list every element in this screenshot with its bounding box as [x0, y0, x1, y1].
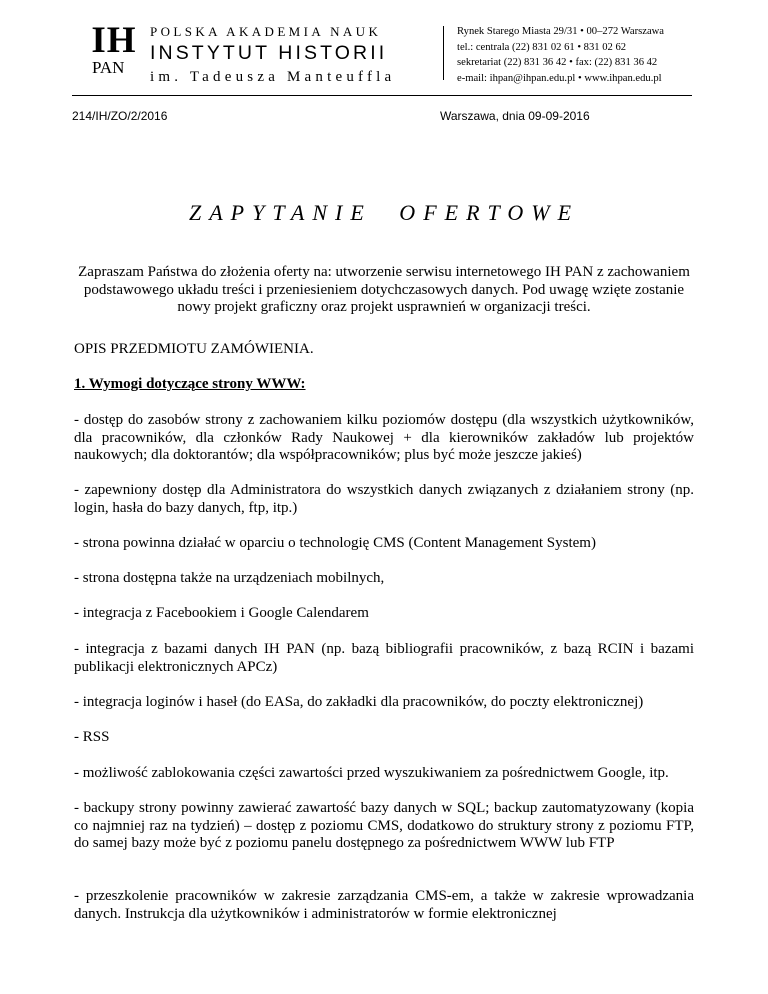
- section-title: OPIS PRZEDMIOTU ZAMÓWIENIA.: [74, 341, 314, 357]
- contact-phone: tel.: centrala (22) 831 02 61 • 831 02 62: [457, 41, 627, 53]
- academy-name: POLSKA AKADEMIA NAUK: [150, 24, 382, 39]
- institute-patron: im. Tadeusza Manteuffla: [150, 69, 396, 85]
- place-date: Warszawa, dnia 09-09-2016: [440, 109, 590, 123]
- requirement-item: - możliwość zablokowania części zawartości przed wyszukiwaniem za pośrednictwem Google, itp.: [74, 765, 669, 781]
- requirement-item: - przeszkolenie pracowników w zakresie zarządzania CMS-em, a także w zakresie wprowadzania danych. Instrukcja dla użytkowników i administratorów w formie elektronicznej: [74, 888, 694, 922]
- institute-name: INSTYTUT HISTORII: [150, 42, 388, 64]
- requirement-item: - strona powinna działać w oparciu o technologię CMS (Content Management System): [74, 535, 596, 551]
- requirement-item: - dostęp do zasobów strony z zachowaniem kilku poziomów dostępu (dla wszystkich użytkowników, dla pracowników, dla członków Rady Naukowej + dla kierowników zakładów lub projektów naukowych; dla doktorantów; dla współpracowników; plus być może jeszcze jakieś): [74, 412, 694, 463]
- header-rule: [72, 95, 692, 96]
- logo-pan-text: PAN: [92, 58, 125, 77]
- contact-block: [457, 24, 664, 86]
- requirement-item: - RSS: [74, 729, 110, 745]
- requirement-item: - strona dostępna także na urządzeniach mobilnych,: [74, 570, 385, 586]
- logo-ih-text: IH: [91, 20, 137, 61]
- contact-address: Rynek Starego Miasta 29/31 • 00–272 Warszawa: [457, 26, 665, 37]
- reference-number: 214/IH/ZO/2/2016: [72, 109, 168, 123]
- subsection-title: 1. Wymogi dotyczące strony WWW:: [74, 376, 306, 392]
- requirement-item: - integracja z Facebookiem i Google Calendarem: [74, 605, 369, 621]
- institute-logo: [88, 22, 140, 76]
- requirement-item: - zapewniony dostęp dla Administratora do wszystkich danych związanych z działaniem strony (np. login, hasła do bazy danych, ftp, itp.): [74, 482, 694, 516]
- requirement-item: - backupy strony powinny zawierać zawartość bazy danych w SQL; backup zautomatyzowany (kopia co najmniej raz na tydzień) – dostęp z poziomu CMS, dodatkowo do struktury strony z poziomu FTP, do samej bazy może być z poziomu panelu dostępnego za pośrednictwem WWW lub FTP: [74, 800, 694, 851]
- requirement-item: - integracja z bazami danych IH PAN (np. bazą bibliografii pracowników, z bazą RCIN i bazami publikacji elektronicznych APCz): [74, 641, 694, 675]
- requirement-item: - integracja loginów i haseł (do EASa, do zakładki dla pracowników, do poczty elektronicznej): [74, 694, 644, 710]
- document-title: ZAPYTANIE OFERTOWE: [188, 200, 580, 225]
- intro-paragraph: Zapraszam Państwa do złożenia oferty na: utworzenie serwisu internetowego IH PAN z zachowaniem podstawowego układu treści i przeniesieniem dotychczasowych danych. Pod uwagę wzięte zostanie nowy projekt graficzny oraz projekt usprawnień w organizacji treści.: [78, 264, 690, 315]
- contact-email-web: e-mail: ihpan@ihpan.edu.pl • www.ihpan.edu.pl: [457, 72, 662, 84]
- institution-name: [150, 22, 395, 88]
- contact-secretariat: sekretariat (22) 831 36 42 • fax: (22) 831 36 42: [457, 57, 658, 68]
- letterhead-divider: [443, 26, 444, 80]
